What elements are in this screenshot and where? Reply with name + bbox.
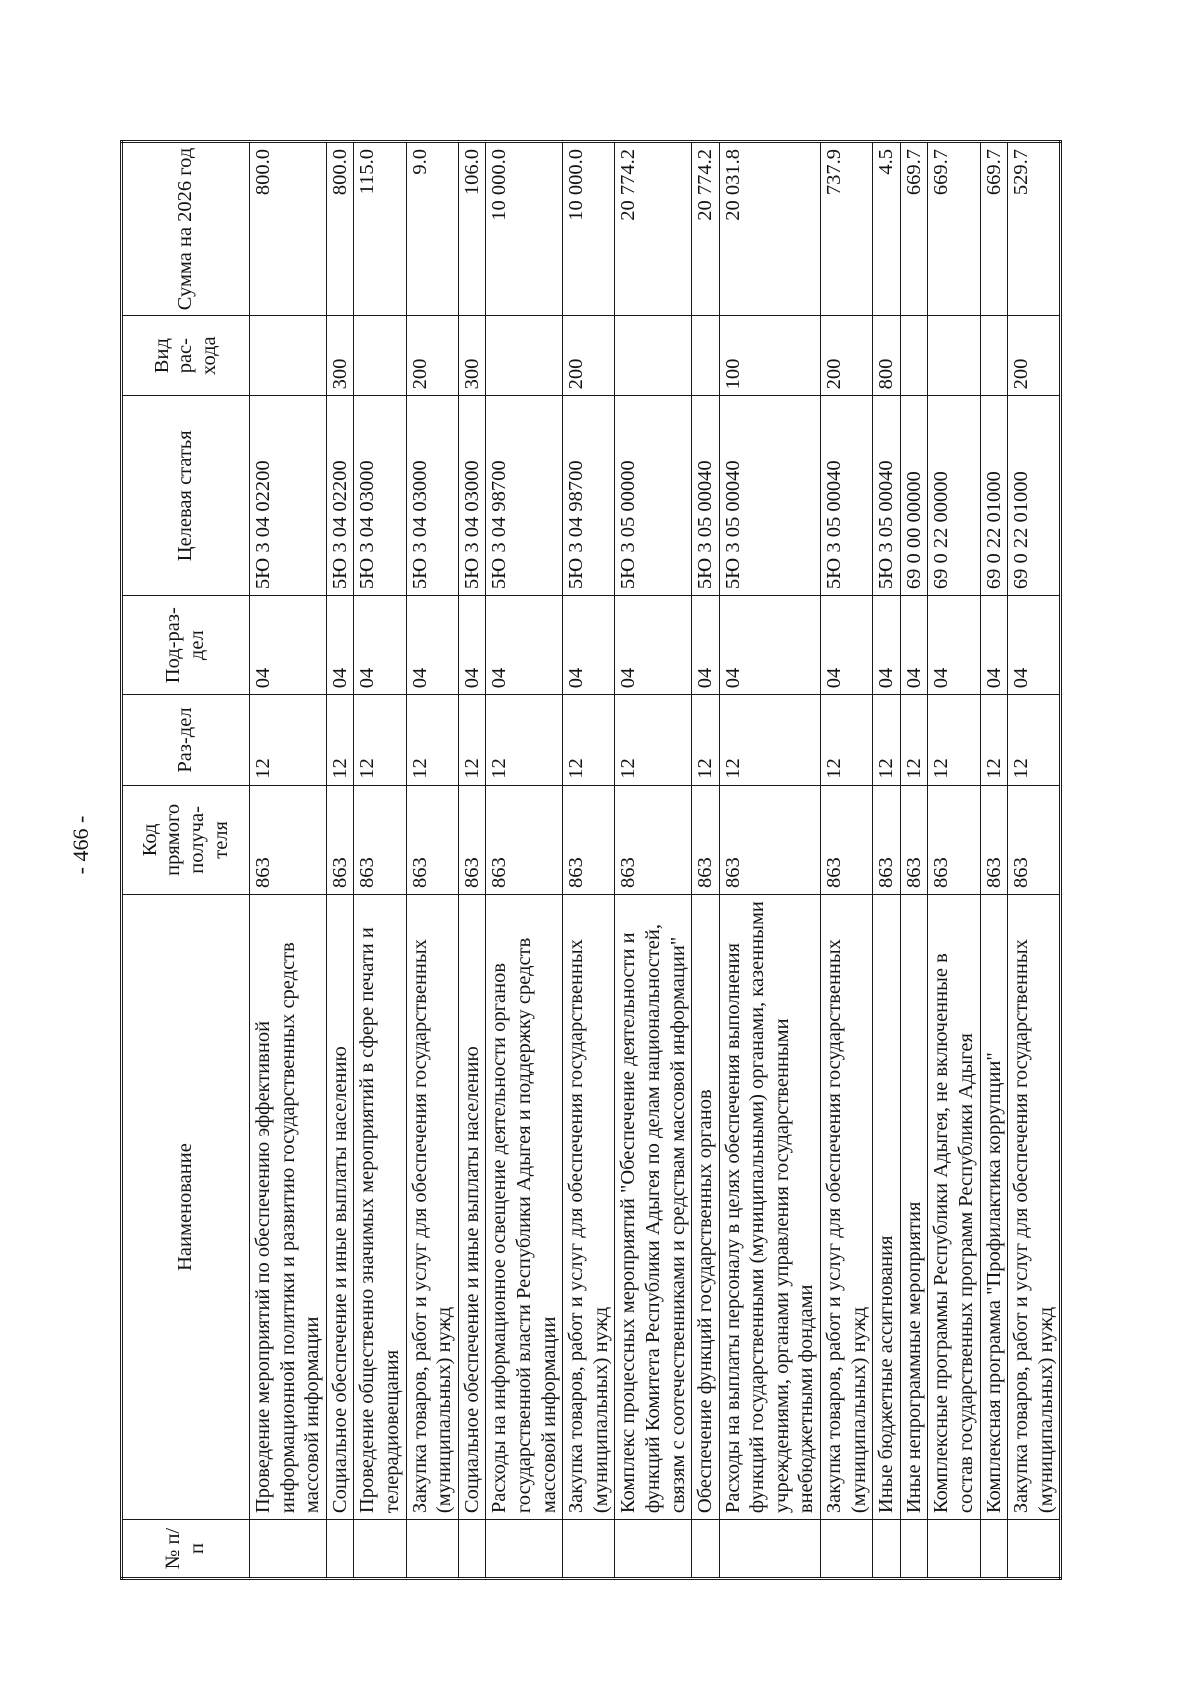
cell-name: Комплексные программы Республики Адыгея, не включенные в состав государственных программ Республики Адыгея: [928, 894, 980, 1519]
table-row: [563, 142, 615, 1579]
cell-sum: 20 774.2: [692, 142, 720, 316]
cell-razdel: 12: [326, 695, 354, 786]
header-sum: Сумма на 2026 год: [122, 142, 250, 316]
cell-sum: 10 000.0: [563, 142, 615, 316]
cell-sum: 669.7: [928, 142, 980, 316]
cell-no: [980, 1520, 1008, 1579]
cell-name: Иные бюджетные ассигнования: [873, 894, 901, 1519]
rotated-table-container: [120, 140, 1080, 1580]
cell-article: 5Ю 3 04 03000: [406, 396, 458, 596]
cell-podrazdel: 04: [980, 596, 1008, 695]
cell-code: 863: [563, 785, 615, 894]
cell-name: Закупка товаров, работ и услуг для обеспечения государственных (муниципальных) нужд: [406, 894, 458, 1519]
table-row: [458, 142, 486, 1579]
cell-name: Закупка товаров, работ и услуг для обеспечения государственных (муниципальных) нужд: [1008, 894, 1061, 1519]
cell-no: [692, 1520, 720, 1579]
cell-code: 863: [326, 785, 354, 894]
cell-sum: 106.0: [458, 142, 486, 316]
table-header-row: [122, 142, 250, 1579]
cell-razdel: 12: [486, 695, 563, 786]
cell-podrazdel: 04: [354, 596, 406, 695]
cell-no: [250, 1520, 327, 1579]
cell-sum: 800.0: [326, 142, 354, 316]
cell-name: Расходы на выплаты персоналу в целях обеспечения выполнения функций государственными (муниципальными) органами, казенными учреждениями, органами управления государственными внебюджетными фондами: [719, 894, 820, 1519]
cell-no: [719, 1520, 820, 1579]
cell-code: 863: [615, 785, 692, 894]
cell-razdel: 12: [692, 695, 720, 786]
cell-article: 5Ю 3 05 00000: [615, 396, 692, 596]
cell-vid: 200: [1008, 315, 1061, 395]
cell-no: [326, 1520, 354, 1579]
page-number: - 466 -: [68, 815, 93, 875]
cell-code: 863: [458, 785, 486, 894]
cell-sum: 4.5: [873, 142, 901, 316]
cell-vid: 300: [458, 315, 486, 395]
cell-podrazdel: 04: [900, 596, 928, 695]
cell-no: [928, 1520, 980, 1579]
table-row: [615, 142, 692, 1579]
cell-no: [873, 1520, 901, 1579]
budget-table: [120, 140, 1062, 1580]
cell-vid: 100: [719, 315, 820, 395]
cell-sum: 669.7: [980, 142, 1008, 316]
cell-code: 863: [250, 785, 327, 894]
cell-sum: 20 031.8: [719, 142, 820, 316]
cell-podrazdel: 04: [563, 596, 615, 695]
cell-razdel: 12: [873, 695, 901, 786]
cell-vid: 300: [326, 315, 354, 395]
header-name: Наименование: [122, 894, 250, 1519]
cell-vid: [354, 315, 406, 395]
cell-article: 5Ю 3 04 03000: [354, 396, 406, 596]
cell-code: 863: [354, 785, 406, 894]
table-row: [1008, 142, 1061, 1579]
cell-podrazdel: 04: [821, 596, 873, 695]
cell-article: 5Ю 3 04 03000: [458, 396, 486, 596]
cell-sum: 529.7: [1008, 142, 1061, 316]
cell-podrazdel: 04: [873, 596, 901, 695]
cell-article: 69 0 22 00000: [928, 396, 980, 596]
cell-name: Комплексная программа "Профилактика коррупции": [980, 894, 1008, 1519]
cell-podrazdel: 04: [326, 596, 354, 695]
table-body: [250, 142, 1061, 1579]
table-row: [980, 142, 1008, 1579]
cell-podrazdel: 04: [928, 596, 980, 695]
cell-article: 5Ю 3 05 00040: [719, 396, 820, 596]
cell-code: 863: [980, 785, 1008, 894]
cell-razdel: 12: [1008, 695, 1061, 786]
cell-vid: 200: [406, 315, 458, 395]
cell-no: [406, 1520, 458, 1579]
table-row: [821, 142, 873, 1579]
cell-razdel: 12: [354, 695, 406, 786]
cell-article: 5Ю 3 04 02200: [326, 396, 354, 596]
cell-podrazdel: 04: [250, 596, 327, 695]
cell-name: Иные непрограммные мероприятия: [900, 894, 928, 1519]
cell-article: 5Ю 3 05 00040: [692, 396, 720, 596]
cell-name: Обеспечение функций государственных органов: [692, 894, 720, 1519]
cell-razdel: 12: [928, 695, 980, 786]
cell-sum: 20 774.2: [615, 142, 692, 316]
header-code: Код прямого получа-теля: [122, 785, 250, 894]
cell-vid: 800: [873, 315, 901, 395]
table-row: [486, 142, 563, 1579]
table-row: [354, 142, 406, 1579]
cell-podrazdel: 04: [458, 596, 486, 695]
cell-podrazdel: 04: [486, 596, 563, 695]
cell-article: 69 0 00 00000: [900, 396, 928, 596]
cell-code: 863: [692, 785, 720, 894]
cell-podrazdel: 04: [1008, 596, 1061, 695]
cell-no: [354, 1520, 406, 1579]
cell-name: Социальное обеспечение и иные выплаты населению: [458, 894, 486, 1519]
cell-name: Комплекс процессных мероприятий "Обеспечение деятельности и функций Комитета Республики Адыгея по делам национальностей, связям с соотечественниками и средствам массовой информации": [615, 894, 692, 1519]
cell-razdel: 12: [250, 695, 327, 786]
header-no: № п/п: [122, 1520, 250, 1579]
table-row: [928, 142, 980, 1579]
cell-name: Социальное обеспечение и иные выплаты населению: [326, 894, 354, 1519]
header-article: Целевая статья: [122, 396, 250, 596]
cell-sum: 115.0: [354, 142, 406, 316]
cell-name: Закупка товаров, работ и услуг для обеспечения государственных (муниципальных) нужд: [563, 894, 615, 1519]
cell-name: Закупка товаров, работ и услуг для обеспечения государственных (муниципальных) нужд: [821, 894, 873, 1519]
cell-no: [563, 1520, 615, 1579]
cell-sum: 800.0: [250, 142, 327, 316]
cell-no: [486, 1520, 563, 1579]
cell-podrazdel: 04: [406, 596, 458, 695]
cell-article: 5Ю 3 04 98700: [486, 396, 563, 596]
cell-article: 5Ю 3 05 00040: [873, 396, 901, 596]
cell-name: Расходы на информационное освещение деятельности органов государственной власти Республики Адыгея и поддержку средств массовой информации: [486, 894, 563, 1519]
cell-no: [615, 1520, 692, 1579]
cell-article: 69 0 22 01000: [1008, 396, 1061, 596]
cell-sum: 10 000.0: [486, 142, 563, 316]
cell-podrazdel: 04: [692, 596, 720, 695]
cell-article: 5Ю 3 04 02200: [250, 396, 327, 596]
table-row: [900, 142, 928, 1579]
cell-vid: 200: [563, 315, 615, 395]
cell-article: 69 0 22 01000: [980, 396, 1008, 596]
cell-name: Проведение мероприятий по обеспечению эффективной информационной политики и развитию государственных средств массовой информации: [250, 894, 327, 1519]
cell-no: [458, 1520, 486, 1579]
cell-razdel: 12: [980, 695, 1008, 786]
cell-code: 863: [486, 785, 563, 894]
header-podrazdel: Под-раз-дел: [122, 596, 250, 695]
cell-vid: [615, 315, 692, 395]
cell-sum: 737.9: [821, 142, 873, 316]
cell-code: 863: [719, 785, 820, 894]
cell-vid: 200: [821, 315, 873, 395]
cell-code: 863: [928, 785, 980, 894]
cell-no: [900, 1520, 928, 1579]
cell-razdel: 12: [458, 695, 486, 786]
cell-code: 863: [406, 785, 458, 894]
cell-vid: [486, 315, 563, 395]
cell-article: 5Ю 3 04 98700: [563, 396, 615, 596]
cell-vid: [928, 315, 980, 395]
cell-no: [1008, 1520, 1061, 1579]
cell-code: 863: [1008, 785, 1061, 894]
table-row: [406, 142, 458, 1579]
cell-name: Проведение общественно значимых мероприятий в сфере печати и телерадиовещания: [354, 894, 406, 1519]
table-row: [719, 142, 820, 1579]
cell-podrazdel: 04: [719, 596, 820, 695]
cell-vid: [692, 315, 720, 395]
cell-razdel: 12: [719, 695, 820, 786]
header-razdel: Раз-дел: [122, 695, 250, 786]
cell-vid: [900, 315, 928, 395]
cell-vid: [980, 315, 1008, 395]
table-row: [873, 142, 901, 1579]
cell-podrazdel: 04: [615, 596, 692, 695]
table-row: [326, 142, 354, 1579]
cell-code: 863: [873, 785, 901, 894]
cell-code: 863: [821, 785, 873, 894]
cell-code: 863: [900, 785, 928, 894]
table-row: [250, 142, 327, 1579]
table-row: [692, 142, 720, 1579]
cell-razdel: 12: [406, 695, 458, 786]
cell-razdel: 12: [821, 695, 873, 786]
cell-no: [821, 1520, 873, 1579]
cell-vid: [250, 315, 327, 395]
cell-razdel: 12: [900, 695, 928, 786]
header-vid: Вид рас-хода: [122, 315, 250, 395]
cell-sum: 9.0: [406, 142, 458, 316]
cell-razdel: 12: [615, 695, 692, 786]
cell-razdel: 12: [563, 695, 615, 786]
cell-sum: 669.7: [900, 142, 928, 316]
cell-article: 5Ю 3 05 00040: [821, 396, 873, 596]
